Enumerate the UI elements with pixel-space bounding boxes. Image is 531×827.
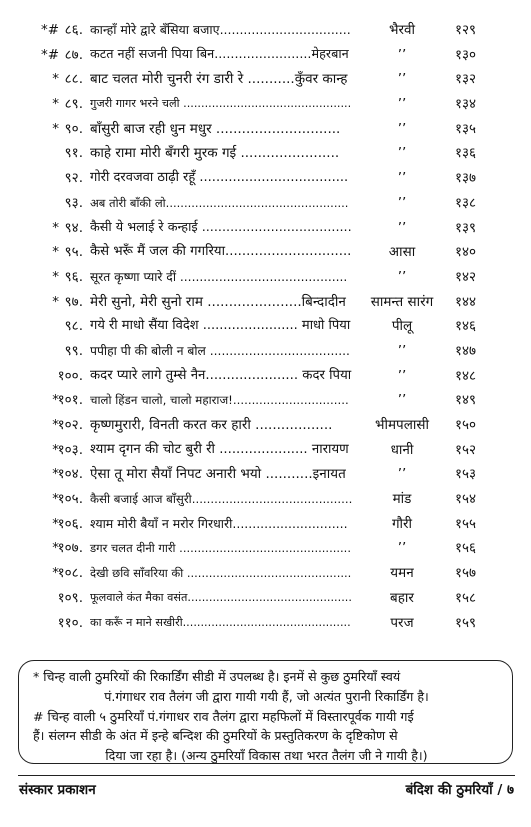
- toc-number: १०६.: [57, 515, 83, 532]
- toc-number: ९५.: [64, 244, 83, 261]
- note-line: * चिन्ह वाली ठुमरियों की रिकार्डिंग सीडी में उपलब्ध है। इनमें से कुछ ठुमरियाँ स्वयं: [33, 669, 401, 684]
- toc-number: ११०.: [57, 614, 83, 631]
- toc-mark: *: [52, 120, 59, 137]
- toc-page: १३९: [455, 219, 477, 236]
- toc-number: ९७.: [64, 293, 83, 310]
- toc-title: सूरत कृष्णा प्यारे दीं ...........................................: [90, 269, 348, 284]
- table-of-contents: [0, 18, 531, 635]
- toc-title: श्याम दृगन की चोट बुरी री ..................... नारायण: [90, 441, 349, 457]
- toc-page: १४७: [455, 342, 477, 359]
- toc-raga: सामन्त सारंग: [370, 293, 434, 310]
- toc-title: कान्हाँ मोरे द्वारे बँसिया बजाए.................................: [90, 22, 351, 37]
- toc-title: फूलवाले कंत मैका वसंत..............................................: [90, 590, 352, 604]
- toc-title: कृष्णमुरारी, विनती करत कर हारी ..................: [90, 417, 333, 433]
- toc-row: [0, 265, 531, 290]
- toc-page: १३४: [455, 96, 477, 113]
- toc-page: १३८: [455, 194, 477, 211]
- toc-page: १४९: [455, 392, 477, 409]
- toc-raga: ’’: [397, 170, 407, 187]
- toc-raga: ’’: [397, 466, 407, 483]
- note-line: # चिन्ह वाली ५ ठुमरियाँ पं.गंगाधर राव तैलंग द्वारा महफिलों में विस्तारपूर्वक गायी गई: [33, 708, 414, 724]
- toc-title: चालो हिंडन चालो, चालो महाराज!...............................: [90, 393, 349, 408]
- toc-row: [0, 561, 531, 586]
- toc-number: ९९.: [64, 342, 83, 359]
- toc-raga: भीमपलासी: [375, 417, 429, 433]
- toc-page: १४८: [455, 367, 477, 384]
- toc-title: पपीहा पी की बोली न बोल ....................................: [90, 343, 350, 358]
- note-line: हैं। संलग्न सीडी के अंत में इन्हे बन्दिश की ठुमरियों के प्रस्तुतिकरण के दृष्टिकोण से: [33, 728, 398, 744]
- toc-page: १२९: [455, 22, 477, 38]
- toc-mark: *: [52, 293, 59, 310]
- toc-mark: *: [52, 466, 59, 483]
- toc-row: [0, 611, 531, 636]
- toc-raga: ’’: [397, 96, 407, 113]
- toc-page: १५७: [455, 565, 477, 582]
- toc-title: का करूँ न माने सखीरी...............................................: [90, 615, 351, 629]
- toc-title: डगर चलत दीनी गारी ...............................................: [90, 541, 351, 556]
- footer-publisher: संस्कार प्रकाशन: [19, 782, 96, 798]
- toc-mark: *: [52, 417, 59, 433]
- toc-title: मेरी सुनो, मेरी सुनो राम ......................बिन्दादीन: [90, 293, 346, 310]
- toc-page: १४२: [455, 268, 477, 285]
- toc-number: ८९.: [64, 96, 83, 113]
- toc-page: १५४: [455, 491, 477, 508]
- toc-raga: आसा: [388, 244, 416, 261]
- toc-number: १०१.: [57, 392, 83, 409]
- toc-number: ९६.: [64, 268, 83, 285]
- toc-raga: ’’: [397, 194, 407, 211]
- toc-page: १३५: [455, 120, 477, 137]
- toc-raga: भैरवी: [388, 22, 415, 38]
- toc-page: १५०: [455, 417, 477, 433]
- toc-number: १०९.: [57, 589, 83, 606]
- toc-mark: *#: [40, 46, 59, 63]
- toc-mark: *: [52, 96, 59, 113]
- toc-mark: *: [52, 392, 59, 409]
- toc-title: देखी छवि साँवरिया की .............................................: [90, 566, 352, 581]
- toc-number: १०२.: [57, 417, 83, 433]
- toc-raga: ’’: [397, 268, 407, 285]
- toc-page: १४०: [455, 244, 477, 261]
- toc-title: गये री माधो सैंया विदेश ....................... माधो पिया: [90, 318, 351, 334]
- toc-number: ९०.: [64, 120, 83, 137]
- toc-mark: *: [52, 565, 59, 582]
- toc-page: १३६: [455, 145, 477, 162]
- toc-title: कैसे भरूँ मैं जल की गगरिया..............................: [90, 244, 352, 260]
- toc-raga: ’’: [397, 392, 407, 409]
- toc-raga: ’’: [397, 145, 407, 162]
- toc-row: [0, 43, 531, 68]
- toc-row: [0, 339, 531, 364]
- toc-row: [0, 240, 531, 265]
- toc-page: १५५: [455, 515, 477, 532]
- toc-title: गोरी दरवजवा ठाढ़ी रहूँ ....................................: [90, 170, 349, 186]
- toc-row: [0, 67, 531, 92]
- toc-raga: ’’: [397, 46, 407, 63]
- toc-number: ८७.: [64, 46, 83, 63]
- toc-number: १०५.: [57, 491, 83, 508]
- toc-raga: बहार: [390, 589, 414, 606]
- toc-raga: पीलू: [391, 318, 413, 335]
- toc-number: ९१.: [64, 145, 83, 162]
- toc-page: १३०: [455, 46, 477, 63]
- toc-row: [0, 364, 531, 389]
- toc-number: ८६.: [64, 22, 83, 38]
- toc-raga: ’’: [397, 71, 407, 88]
- toc-mark: *: [52, 491, 59, 508]
- note-line: दिया जा रहा है। (अन्य ठुमरियाँ विकास तथा भरत तैलंग जी ने गायी है।): [105, 748, 428, 764]
- toc-title: बाट चलत मोरी चुनरी रंग डारी रे ...........कुँवर कान्ह: [90, 71, 348, 88]
- toc-row: [0, 191, 531, 216]
- footer-page-label: बंदिश की ठुमरियाँ / ७: [405, 782, 514, 798]
- toc-row: [0, 314, 531, 339]
- toc-raga: गौरी: [391, 515, 413, 532]
- toc-row: [0, 586, 531, 611]
- toc-page: १५६: [455, 540, 477, 557]
- toc-page: १५९: [455, 614, 477, 631]
- toc-row: [0, 141, 531, 166]
- toc-page: १५२: [455, 441, 477, 458]
- toc-title: बाँसुरी बाज रही धुन मधुर .............................: [90, 120, 341, 137]
- toc-row: [0, 117, 531, 142]
- toc-mark: *: [52, 71, 59, 88]
- toc-raga: ’’: [397, 540, 407, 557]
- toc-row: [0, 512, 531, 537]
- toc-number: १०८.: [57, 565, 83, 582]
- toc-mark: *: [52, 268, 59, 285]
- toc-row: [0, 413, 531, 438]
- toc-raga: धानी: [390, 441, 414, 458]
- toc-page: १४४: [455, 293, 477, 310]
- toc-number: १०७.: [57, 540, 83, 557]
- toc-raga: यमन: [390, 565, 414, 582]
- toc-page: १४६: [455, 318, 477, 335]
- toc-row: [0, 487, 531, 512]
- toc-title: कटत नहीं सजनी पिया बिन........................मेहरबान: [90, 46, 349, 62]
- toc-number: ९८.: [64, 318, 83, 335]
- toc-number: ९३.: [64, 194, 83, 211]
- toc-title: कैसी बजाई आज बाँसुरी...........................................: [90, 492, 353, 507]
- toc-row: [0, 18, 531, 43]
- toc-mark: *: [52, 244, 59, 261]
- toc-row: [0, 92, 531, 117]
- toc-row: [0, 536, 531, 561]
- toc-number: ९२.: [64, 170, 83, 187]
- toc-mark: *#: [40, 22, 59, 38]
- toc-raga: परज: [390, 614, 414, 631]
- toc-title: काहे रामा मोरी बँगरी मुरक गई .......................: [90, 145, 340, 162]
- toc-title: ऐसा तू मोरा सैयाँ निपट अनारी भयो ...........इनायत: [90, 466, 346, 483]
- toc-row: [0, 216, 531, 241]
- toc-mark: *: [52, 219, 59, 236]
- toc-mark: *: [52, 441, 59, 458]
- toc-row: [0, 462, 531, 487]
- toc-raga: ’’: [397, 120, 407, 137]
- toc-raga: ’’: [397, 219, 407, 236]
- toc-title: श्याम मोरी बैयाँ न मरोर गिरधारी.............................: [90, 515, 348, 531]
- note-box: [18, 660, 513, 764]
- toc-title: अब तोरी बाँकी लो..................................................: [90, 195, 349, 210]
- toc-page: १३२: [455, 71, 477, 88]
- toc-mark: *: [52, 515, 59, 532]
- toc-number: १०३.: [57, 441, 83, 458]
- toc-title: गुजरी गागर भरने चली ...............................................: [90, 97, 352, 111]
- toc-row: [0, 388, 531, 413]
- toc-title: कैसी ये भलाई रे कन्हाई .....................................: [90, 219, 352, 235]
- toc-row: [0, 438, 531, 463]
- note-line: पं.गंगाधर राव तैलंग जी द्वारा गायी गयी हैं, जो अत्यंत पुरानी रिकार्डिंग है।: [104, 688, 429, 704]
- toc-mark: *: [52, 540, 59, 557]
- toc-raga: मांड: [392, 491, 412, 508]
- toc-page: १३७: [455, 170, 477, 187]
- toc-raga: ’’: [397, 342, 407, 359]
- toc-number: १००.: [57, 367, 83, 384]
- toc-title: कदर प्यारे लागे तुम्से नैन...................... कदर पिया: [90, 367, 352, 383]
- toc-row: [0, 166, 531, 191]
- toc-raga: ’’: [397, 367, 407, 384]
- toc-number: ८८.: [64, 71, 83, 88]
- toc-number: ९४.: [64, 219, 83, 236]
- toc-page: १५८: [455, 589, 477, 606]
- footer-divider: [18, 775, 515, 776]
- toc-row: [0, 290, 531, 315]
- toc-page: १५३: [455, 466, 477, 483]
- toc-number: १०४.: [57, 466, 83, 483]
